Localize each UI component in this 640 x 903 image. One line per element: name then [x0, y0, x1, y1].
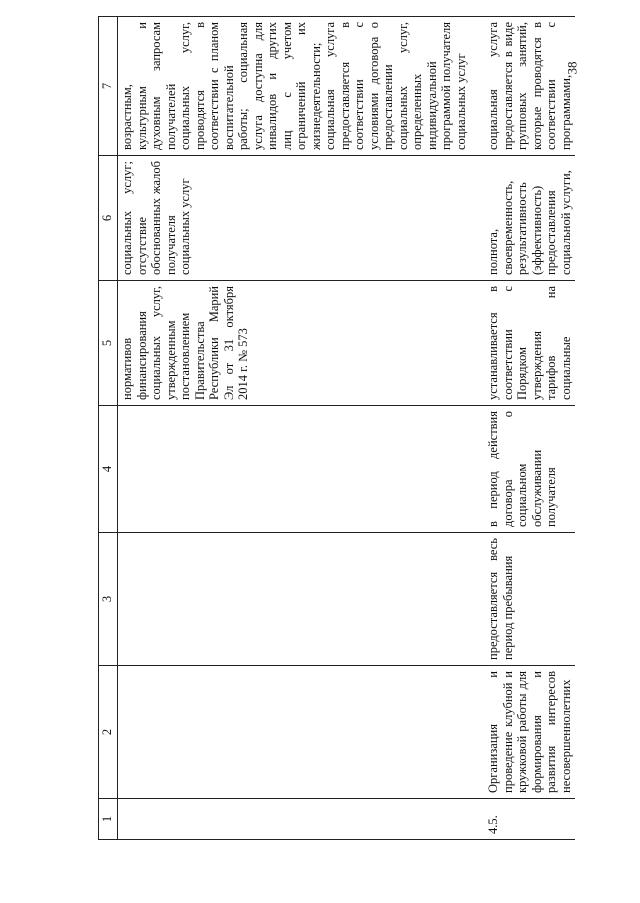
column-header-6: 6 — [99, 156, 118, 281]
column-header-3: 3 — [99, 533, 118, 666]
column-header-4: 4 — [99, 406, 118, 533]
page-number: 38 — [564, 61, 580, 75]
column-header-5: 5 — [99, 281, 118, 406]
cell-number — [118, 799, 475, 840]
cell-period: в период действия договора о социальном обслуживании получателя — [474, 406, 575, 533]
rotated-table-sheet — [98, 22, 638, 840]
column-header-1: 1 — [99, 799, 118, 840]
column-header-2: 2 — [99, 666, 118, 799]
cell-volume: предоставляется весь период пребывания — [474, 533, 575, 666]
cell-tariff: устанавливается в соответствии с Порядком утверждения тарифов на социальные — [474, 281, 575, 406]
cell-conditions: возрастным, культурным и духовным запросам получателей социальных услуг, проводятся в соответствии с планом воспитательной работы; социальная услуга доступна для инвалидов и других лиц с учетом ограничений их жизнедеятельности; социальная услуга предоставляется в соответствии с условиями договора о предоставлении социальных услуг, определенных индивидуальной программой получателя социальных услуг — [118, 17, 475, 156]
cell-service-name: Организация и проведение клубной и кружковой работы для формирования и развития интересов несовершеннолетних — [474, 666, 575, 799]
cell-period — [118, 406, 475, 533]
cell-volume — [118, 533, 475, 666]
table-header-row — [99, 17, 118, 840]
cell-tariff: нормативов финансирования социальных услуг, утвержденным постановлением Правительства Республики Марий Эл от 31 октября 2014 г. № 573 — [118, 281, 475, 406]
table-row — [474, 17, 575, 840]
column-header-7: 7 — [99, 17, 118, 156]
services-table — [98, 16, 575, 840]
cell-quality-indicators: социальных услуг; отсутствие обоснованных жалоб получателя социальных услуг — [118, 156, 475, 281]
cell-number: 4.5. — [474, 799, 575, 840]
cell-quality-indicators: полнота, своевременность, результативность (эффективность) предоставления социальной услуги, — [474, 156, 575, 281]
cell-service-name — [118, 666, 475, 799]
table-row — [118, 17, 475, 840]
cell-conditions: социальная услуга предоставляется в виде групповых занятий, которые проводятся в соответствии с программами, — [474, 17, 575, 156]
